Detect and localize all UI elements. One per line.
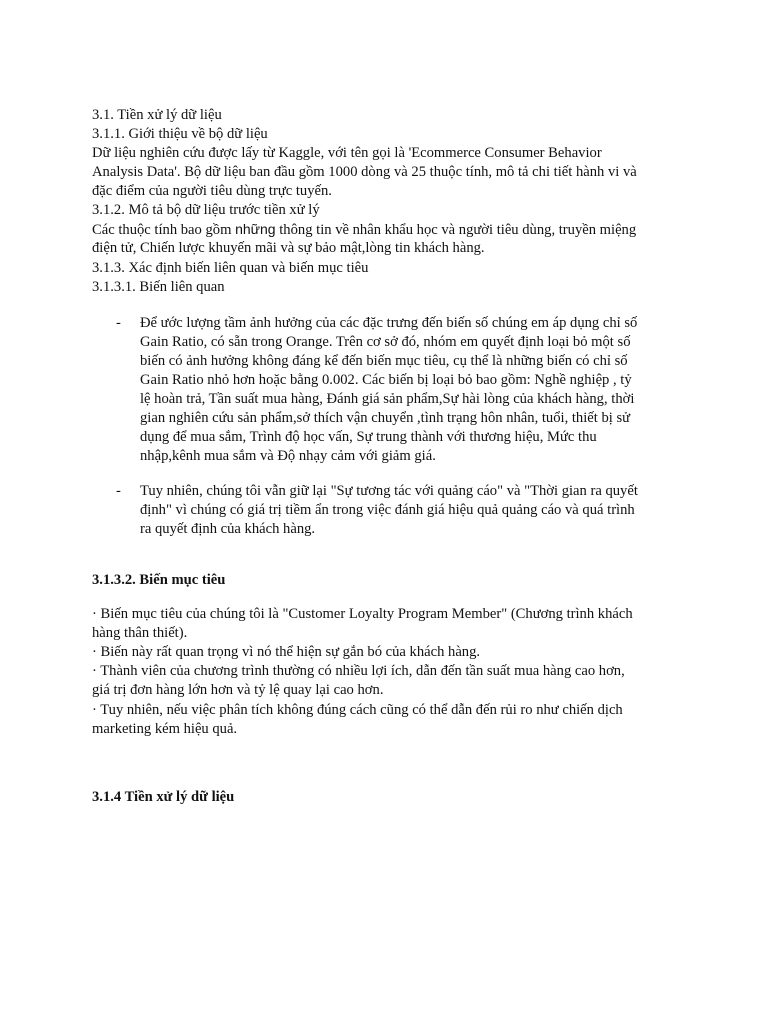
bullet1-line: Gain Ratio nhỏ hơn hoặc bằng 0.002. Các biến bị loại bỏ bao gồm: Nghề nghiệp , tỷ xyxy=(140,372,632,388)
intro-line: Analysis Data'. Bộ dữ liệu ban đầu gồm 1000 dòng và 25 thuộc tính, mô tả chi tiết hành vi và xyxy=(92,164,637,180)
target-line: hàng thân thiết). xyxy=(92,625,188,641)
bullet2-line: định" vì chúng có giá trị tiềm ẩn trong việc đánh giá hiệu quả quảng cáo và quá trình xyxy=(140,502,635,518)
dash-bullet-marker: - xyxy=(116,483,121,499)
bullet1-line: biến có ảnh hưởng không đáng kể đến biến mục tiêu, cụ thể là những biến có chỉ số xyxy=(140,353,628,369)
target-line: marketing kém hiệu quả. xyxy=(92,721,238,737)
dash-bullet-marker: - xyxy=(116,315,121,331)
target-line: · Biến này rất quan trọng vì nó thể hiện sự gắn bó của khách hàng. xyxy=(92,644,481,660)
heading-3-1-3-1: 3.1.3.1. Biến liên quan xyxy=(92,279,225,295)
heading-3-1: 3.1. Tiền xử lý dữ liệu xyxy=(92,107,222,123)
target-line: · Tuy nhiên, nếu việc phân tích không đúng cách cũng có thể dẫn đến rủi ro như chiến dịch xyxy=(92,702,623,718)
describe-line xyxy=(92,220,636,240)
bullet1-line: nhập,kênh mua sắm và Độ nhạy cảm với giảm giá. xyxy=(140,448,436,464)
bullet2-line: ra quyết định của khách hàng. xyxy=(140,521,316,537)
describe-line: điện tử, Chiến lược khuyến mãi và sự bảo mật,lòng tin khách hàng. xyxy=(92,240,485,256)
target-line: giá trị đơn hàng lớn hơn và tỷ lệ quay lại cao hơn. xyxy=(92,682,384,698)
target-line: · Biến mục tiêu của chúng tôi là "Customer Loyalty Program Member" (Chương trình khách xyxy=(92,606,633,622)
heading-3-1-4: 3.1.4 Tiền xử lý dữ liệu xyxy=(92,789,235,805)
bullet1-line: dụng để mua sắm, Trình độ học vấn, Sự trung thành với thương hiệu, Mức thu xyxy=(140,429,597,445)
heading-3-1-3: 3.1.3. Xác định biến liên quan và biến mục tiêu xyxy=(92,260,369,276)
heading-3-1-3-2: 3.1.3.2. Biến mục tiêu xyxy=(92,572,226,588)
bullet1-line: lệ hoàn trả, Tần suất mua hàng, Đánh giá sản phẩm,Sự hài lòng của khách hàng, thời xyxy=(140,391,635,407)
describe-line-part: Các thuộc tính bao gồm xyxy=(92,222,236,238)
describe-line-part: thông tin về nhân khẩu học và người tiêu dùng, truyền miệng xyxy=(275,222,637,238)
intro-line: đặc điểm của người tiêu dùng trực tuyến. xyxy=(92,183,332,199)
describe-line-part: những xyxy=(235,221,276,237)
bullet1-line: Gain Ratio, có sẵn trong Orange. Trên cơ sở đó, nhóm em quyết định loại bỏ một số xyxy=(140,334,631,350)
target-line: · Thành viên của chương trình thường có nhiều lợi ích, dẫn đến tần suất mua hàng cao hơn, xyxy=(92,663,625,679)
heading-3-1-1: 3.1.1. Giới thiệu về bộ dữ liệu xyxy=(92,126,268,142)
bullet2-line: Tuy nhiên, chúng tôi vẫn giữ lại "Sự tương tác với quảng cáo" và "Thời gian ra quyết xyxy=(140,483,638,499)
heading-3-1-2: 3.1.2. Mô tả bộ dữ liệu trước tiền xử lý xyxy=(92,202,320,218)
bullet1-line: Để ước lượng tầm ảnh hưởng của các đặc trưng đến biến số chúng em áp dụng chỉ số xyxy=(140,315,638,331)
intro-line: Dữ liệu nghiên cứu được lấy từ Kaggle, với tên gọi là 'Ecommerce Consumer Behavior xyxy=(92,145,602,161)
bullet1-line: gian nghiên cứu sản phẩm,sở thích vận chuyển ,tình trạng hôn nhân, tuổi, thiết bị sử xyxy=(140,410,631,426)
